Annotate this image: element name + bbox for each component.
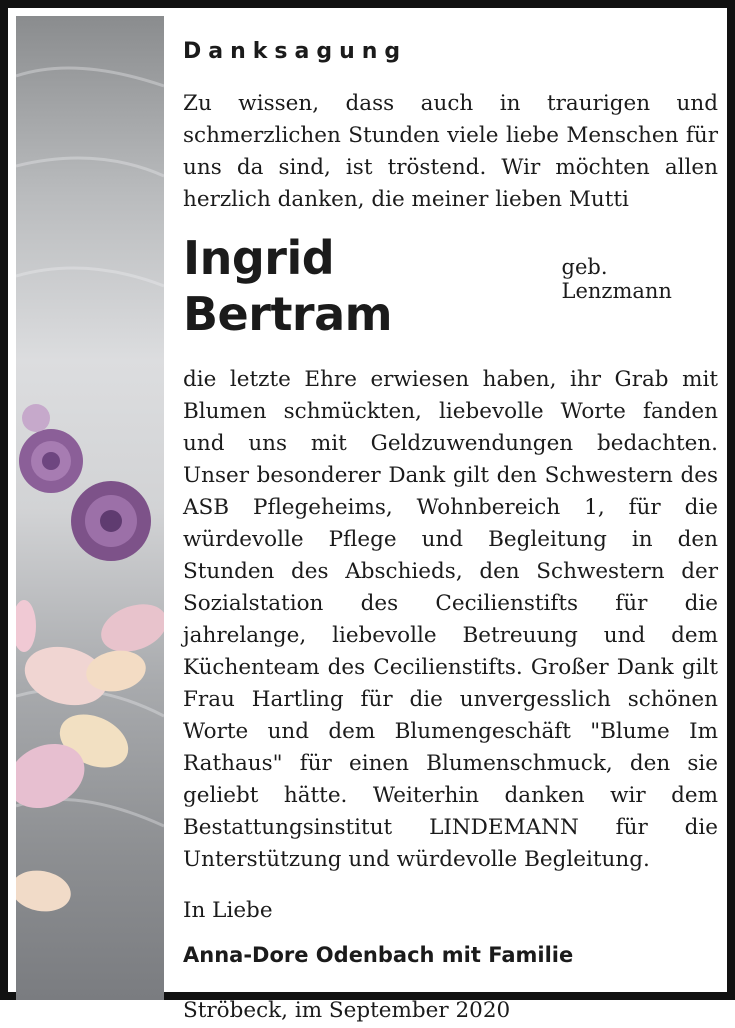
rose-icon	[19, 429, 83, 493]
rose-icon	[71, 481, 151, 561]
closing-line: In Liebe	[183, 898, 273, 923]
notice-text	[183, 34, 718, 1028]
deceased-name: Ingrid Bertram	[183, 231, 393, 341]
maiden-name: geb. Lenzmann	[561, 255, 672, 303]
place-date: Ströbeck, im September 2020	[183, 998, 511, 1023]
rose-petals-photo	[16, 16, 164, 1000]
intro-paragraph: Zu wissen, dass auch in traurigen und schmerzlichen Stunden viele liebe Menschen für uns da sind, ist tröstend. Wir möchten allen herzlich danken, die meiner lieben Mutti	[183, 91, 718, 212]
rose-icon	[22, 404, 50, 432]
body-paragraph: die letzte Ehre erwiesen haben, ihr Grab mit Blumen schmückten, liebevolle Worte fanden und uns mit Geldzuwendungen bedachten. Unser besonderer Dank gilt den Schwestern des ASB Pflegeheims, Wohnbereich 1, für die würdevolle Pflege und Begleitung in den Stunden des Abschieds, den Schwestern der Sozialstation des Cecilienstifts für die jahrelange, liebevolle Betreuung und dem Küchenteam des Cecilienstifts. Großer Dank gilt Frau Hartling für die unvergesslich schönen Worte und dem Blumengeschäft "Blume Im Rathaus" für einen Blumenschmuck, den sie geliebt hätte. Weiterhin danken wir dem Bestattungsinstitut LINDEMANN für die Unterstützung und würdevolle Begleitung.	[183, 367, 718, 872]
rose-petals-illustration	[16, 16, 164, 1000]
heading: Danksagung	[183, 39, 408, 64]
signature: Anna-Dore Odenbach mit Familie	[183, 943, 574, 967]
deceased-name-row	[183, 230, 718, 342]
petal-icons	[16, 596, 164, 916]
